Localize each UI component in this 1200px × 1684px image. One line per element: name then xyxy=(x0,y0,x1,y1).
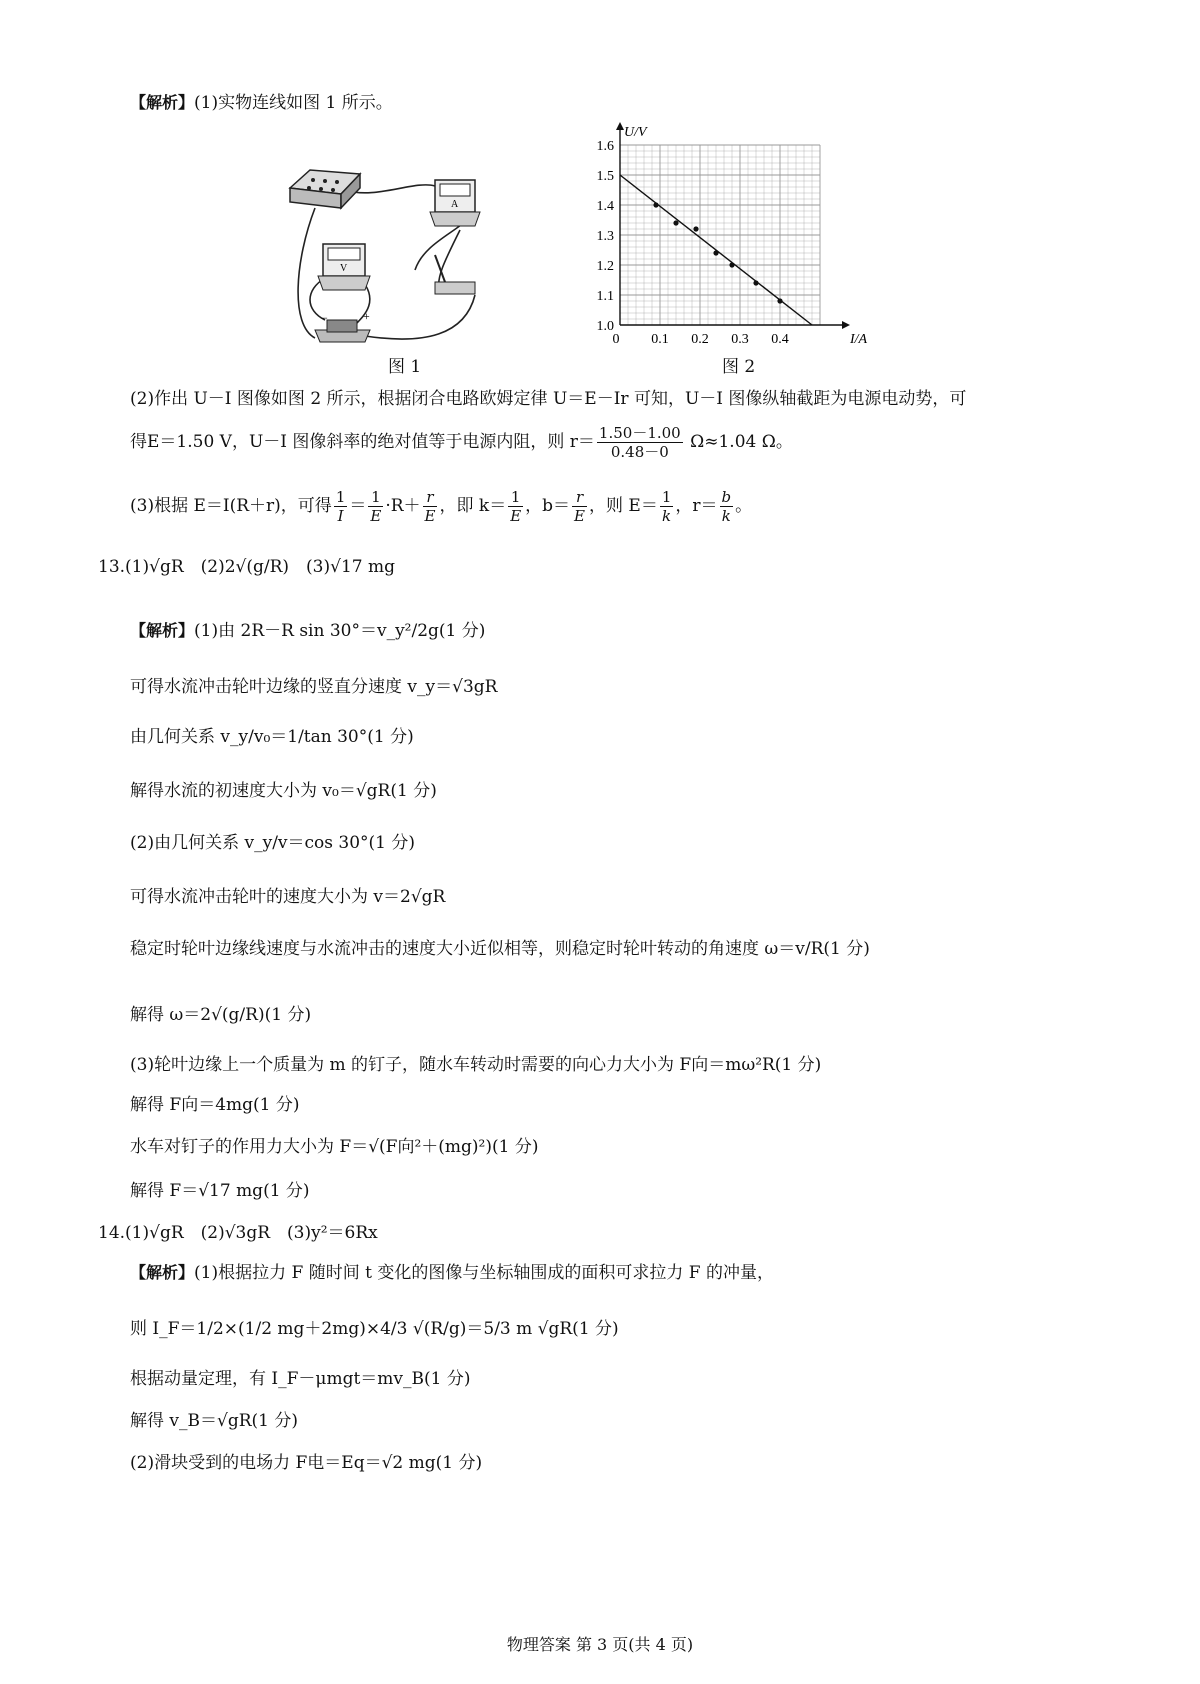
x-tick-label: 0 xyxy=(612,332,620,347)
rheostat xyxy=(290,170,360,208)
q12-p3-h: 。 xyxy=(735,496,753,516)
frac-r-over-E xyxy=(423,488,438,525)
y-tick-label: 1.3 xyxy=(596,229,614,244)
data-point xyxy=(753,280,758,285)
battery xyxy=(315,309,370,342)
den-E3: E xyxy=(510,507,522,525)
frac-1-over-I xyxy=(334,488,348,525)
voltmeter xyxy=(318,244,370,290)
x-tick-label: 0.4 xyxy=(771,332,789,347)
q13-line1 xyxy=(130,620,485,642)
x-axis-label: I/A xyxy=(850,332,868,347)
r-numerator: 1.50－1.00 xyxy=(598,424,681,442)
q12-p3-d: ，即 k＝ xyxy=(439,496,507,516)
den-k: k xyxy=(662,507,672,525)
r-denominator: 0.48－0 xyxy=(610,443,669,461)
q14-answer: 14.(1)√gR (2)√3gR (3)y²＝6Rx xyxy=(98,1223,378,1243)
figure-1-caption: 图 1 xyxy=(388,357,422,377)
num-1b: 1 xyxy=(368,488,383,507)
q14-l1: (1)根据拉力 F 随时间 t 变化的图像与坐标轴围成的面积可求拉力 F 的冲量， xyxy=(194,1263,774,1283)
y-tick-label: 1.1 xyxy=(596,289,614,304)
r-fraction xyxy=(597,424,683,461)
q14-line1 xyxy=(130,1262,774,1284)
q12-p3-b: ＝ xyxy=(349,496,367,516)
frac-E xyxy=(660,488,674,525)
q12-p3-g: ，r＝ xyxy=(675,496,718,516)
q13-answer: 13.(1)√gR (2)2√(g/R) (3)√17 mg xyxy=(98,557,395,577)
voltmeter-label: V xyxy=(340,263,348,274)
y-tick-label: 1.0 xyxy=(596,319,614,334)
data-point xyxy=(653,202,658,207)
den-E2: E xyxy=(424,507,436,525)
x-tick-label: 0.3 xyxy=(731,332,749,347)
q13-line4: 解得水流的初速度大小为 v₀＝√gR(1 分) xyxy=(130,781,437,801)
data-point xyxy=(693,226,698,231)
frac-b xyxy=(572,488,587,525)
frac-k xyxy=(508,488,523,525)
den-E4: E xyxy=(574,507,585,525)
q12-p3-e: ，b＝ xyxy=(525,496,571,516)
frac-r xyxy=(720,488,734,525)
q13-line2: 可得水流冲击轮叶边缘的竖直分速度 v_y＝√3gR xyxy=(130,677,498,697)
x-axis-arrow xyxy=(842,321,850,329)
figure-2-caption: 图 2 xyxy=(722,357,756,377)
den-I: I xyxy=(337,507,344,525)
q12-part3-line xyxy=(130,488,752,525)
y-tick-label: 1.5 xyxy=(596,169,614,184)
q13-line11: 水车对钉子的作用力大小为 F＝√(F向²＋(mg)²)(1 分) xyxy=(130,1137,539,1157)
y-tick-label: 1.2 xyxy=(596,259,614,274)
q12-p3-a: (3)根据 E＝I(R＋r)，可得 xyxy=(130,496,332,516)
analysis-tag: 【解析】 xyxy=(130,93,195,112)
q12-part2-text: 得E＝1.50 V，U－I 图像斜率的绝对值等于电源内阻，则 r＝ xyxy=(130,432,595,452)
num-1d: 1 xyxy=(661,488,672,506)
figure-2-ui-chart xyxy=(580,120,868,350)
q13-line7: 稳定时轮叶边缘线速度与水流冲击的速度大小近似相等，则稳定时轮叶转动的角速度 ω＝v/R(1 分) xyxy=(130,939,870,959)
analysis-tag-14: 【解析】 xyxy=(130,1263,195,1282)
num-1: 1 xyxy=(335,488,346,506)
num-b: b xyxy=(721,488,732,506)
q14-line2: 则 I_F＝1/2×(1/2 mg＋2mg)×4/3 √(R/g)＝5/3 m √gR(1 分) xyxy=(130,1319,619,1339)
figure-1-circuit xyxy=(285,160,525,345)
ammeter xyxy=(430,180,480,226)
q13-line9: (3)轮叶边缘上一个质量为 m 的钉子，随水车转动时需要的向心力大小为 F向＝mω²R(1 分) xyxy=(130,1055,822,1075)
num-1c: 1 xyxy=(508,488,523,507)
q14-line3: 根据动量定理，有 I_F－μmgt＝mv_B(1 分) xyxy=(130,1369,471,1389)
page-footer: 物理答案 第 3 页(共 4 页) xyxy=(506,1635,694,1654)
num-r: r xyxy=(423,488,438,507)
frac-1-over-E xyxy=(368,488,383,525)
y-axis-label: U/V xyxy=(624,125,647,140)
battery-minus: − xyxy=(321,311,328,325)
den-E: E xyxy=(370,507,382,525)
battery-plus: + xyxy=(363,309,370,323)
q13-l1: (1)由 2R－R sin 30°＝v_y²/2g(1 分) xyxy=(194,621,486,641)
analysis-tag-13: 【解析】 xyxy=(130,621,195,640)
q12-part2-line1: (2)作出 U－I 图像如图 2 所示，根据闭合电路欧姆定律 U＝E－Ir 可知，U－I 图像纵轴截距为电源电动势，可 xyxy=(130,389,967,409)
q14-line4: 解得 v_B＝√gR(1 分) xyxy=(130,1411,298,1431)
q12-analysis-line1 xyxy=(130,92,393,114)
q12-part2-line2 xyxy=(130,424,793,461)
q13-line10: 解得 F向＝4mg(1 分) xyxy=(130,1095,300,1115)
data-point xyxy=(729,262,734,267)
den-k2: k xyxy=(721,507,731,525)
data-point xyxy=(713,250,718,255)
q14-line5: (2)滑块受到的电场力 F电＝Eq＝√2 mg(1 分) xyxy=(130,1453,483,1473)
data-point xyxy=(673,220,678,225)
q12-part2-result: Ω≈1.04 Ω。 xyxy=(684,432,793,452)
y-tick-label: 1.6 xyxy=(596,139,614,154)
q13-line5: (2)由几何关系 v_y/v＝cos 30°(1 分) xyxy=(130,833,416,853)
q12-p3-c: ·R＋ xyxy=(385,496,421,516)
q12-part1-text: (1)实物连线如图 1 所示。 xyxy=(194,93,393,113)
data-point xyxy=(777,298,782,303)
num-r2: r xyxy=(572,488,587,507)
q13-line6: 可得水流冲击轮叶的速度大小为 v＝2√gR xyxy=(130,887,446,907)
q13-line3: 由几何关系 v_y/v₀＝1/tan 30°(1 分) xyxy=(130,727,414,747)
x-tick-label: 0.1 xyxy=(651,332,669,347)
x-tick-label: 0.2 xyxy=(691,332,709,347)
y-tick-label: 1.4 xyxy=(596,199,614,214)
q13-line8: 解得 ω＝2√(g/R)(1 分) xyxy=(130,1005,312,1025)
y-axis-arrow xyxy=(616,122,624,130)
q12-p3-f: ，则 E＝ xyxy=(589,496,658,516)
q13-line12: 解得 F＝√17 mg(1 分) xyxy=(130,1181,310,1201)
ammeter-label: A xyxy=(451,199,459,210)
